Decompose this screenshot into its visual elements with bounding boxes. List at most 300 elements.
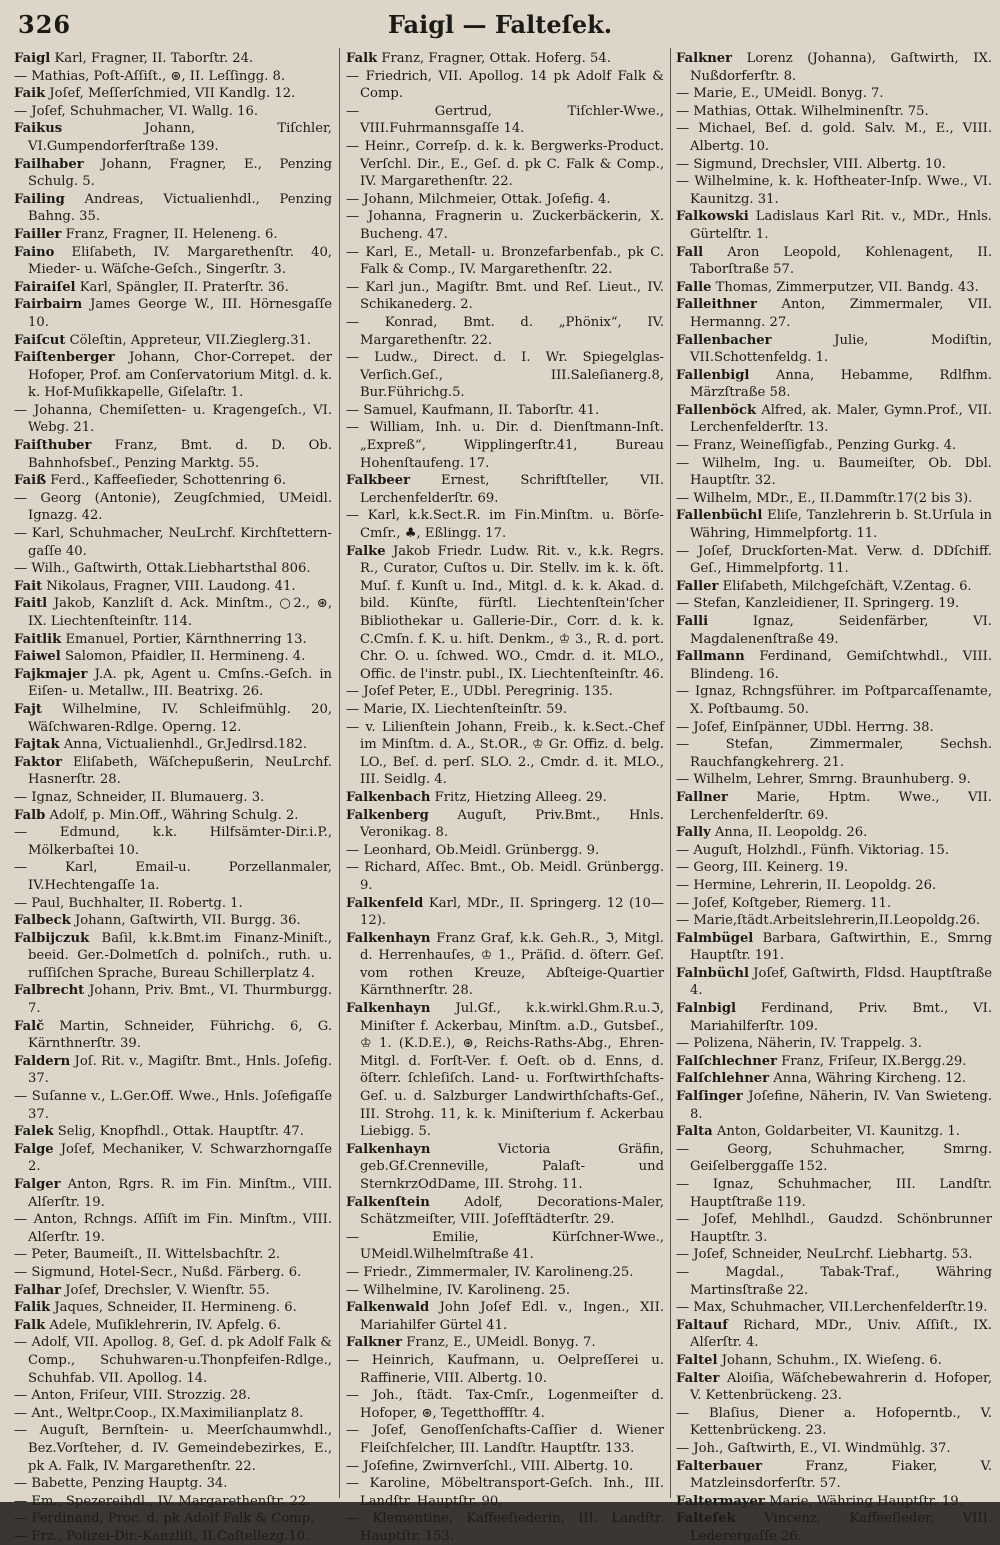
- entry-surname: Falli: [676, 614, 709, 629]
- entry-surname: Fait: [14, 578, 43, 594]
- directory-entry: [676, 208, 992, 243]
- directory-entry: [346, 701, 664, 719]
- entry-details: Jakob, Kanzliſt d. Ack. Minſtm., ○2., ⊛, IX. Liechtenſteinſtr. 114.: [28, 596, 332, 629]
- directory-entry: [14, 895, 332, 913]
- entry-details: — Joſef, Einſpänner, UDbl. Herrng. 38.: [676, 719, 934, 735]
- entry-surname: Falter: [676, 1370, 720, 1386]
- directory-entry: [14, 1493, 332, 1511]
- directory-entry: [346, 1510, 664, 1545]
- directory-entry: [346, 1299, 664, 1334]
- directory-entry: [14, 1246, 332, 1264]
- entry-surname: Falkbeer: [346, 473, 411, 489]
- entry-details: John Joſef Edl. v., Ingen., XII. Mariahilfer Gürtel 41.: [360, 1300, 664, 1333]
- entry-details: Johann, Schuhm., IX. Wieſeng. 6.: [717, 1352, 942, 1368]
- entry-surname: Fallner: [676, 789, 728, 805]
- entry-details: Franz, Friſeur, IX.Bergg.29.: [777, 1053, 967, 1069]
- directory-entry: [676, 244, 992, 279]
- directory-entry: [676, 1035, 992, 1053]
- directory-entry: [14, 1018, 332, 1053]
- entry-details: — Adolf, VII. Apollog. 8, Geſ. d. pk Adolf Falk & Comp., Schuhwaren-u.Thonpfeifen-Rdlge., Schuhfab. VII. Apollog. 14.: [14, 1335, 332, 1386]
- entry-surname: Falek: [14, 1124, 54, 1140]
- directory-entry: [346, 507, 664, 542]
- entry-details: Johann, Priv. Bmt., VI. Thurmburgg. 7.: [28, 983, 332, 1017]
- entry-surname: Faldern: [14, 1053, 71, 1069]
- entry-surname: Falſchlechner: [676, 1053, 778, 1069]
- directory-entry: [676, 367, 992, 402]
- entry-details: — Ignaz, Rchngsführer. im Poſtparcaſſenamte, X. Poſtbaumg. 50.: [676, 684, 992, 717]
- directory-entry: [14, 226, 332, 244]
- entry-surname: Falkenwald: [346, 1300, 430, 1316]
- directory-entry: [676, 895, 992, 913]
- entry-details: Joſ. Rit. v., Magiſtr. Bmt., Hnls. Joſefig. 37.: [28, 1053, 332, 1087]
- entry-surname: Fajtak: [14, 737, 60, 753]
- entry-details: — Konrad, Bmt. d. „Phönix“, IV. Margarethenſtr. 22.: [346, 314, 664, 348]
- entry-details: — Michael, Beſ. d. gold. Salv. M., E., VIII. Albertg. 10.: [676, 121, 992, 154]
- directory-entry: [14, 1211, 332, 1246]
- entry-details: — Babette, Penzing Hauptg. 34.: [14, 1476, 228, 1492]
- directory-entry: [676, 103, 992, 121]
- entry-details: Fritz, Hietzing Alleeg. 29.: [430, 789, 607, 805]
- directory-column-2: [346, 50, 664, 1544]
- entry-details: — Heinrich, Kaufmann, u. Oelpreſſerei u. Raffinerie, VIII. Albertg. 10.: [346, 1352, 664, 1386]
- directory-entry: [676, 1246, 992, 1264]
- entry-details: James George W., III. Hörnesgaſſe 10.: [28, 297, 332, 330]
- entry-surname: Falbeck: [14, 913, 71, 929]
- entry-details: — Karl, k.k.Sect.R. im Fin.Minſtm. u. Börſe-Cmſr., ♣, Eßlingg. 17.: [346, 508, 664, 542]
- directory-entry: [346, 402, 664, 420]
- entry-surname: Faino: [14, 244, 55, 260]
- directory-entry: [346, 1387, 664, 1422]
- entry-surname: Faitl: [14, 596, 48, 612]
- entry-details: Selig, Knopfhdl., Ottak. Hauptſtr. 47.: [53, 1124, 304, 1140]
- entry-surname: Falkenſtein: [346, 1194, 430, 1210]
- entry-details: — Joh., Gaſtwirth, E., VI. Windmühlg. 37.: [676, 1440, 951, 1456]
- directory-entry: [676, 1070, 992, 1088]
- directory-entry: [14, 1053, 332, 1088]
- directory-column-3: [676, 50, 992, 1544]
- entry-details: — Leonhard, Ob.Meidl. Grünbergg. 9.: [346, 842, 600, 858]
- directory-entry: [14, 1317, 332, 1335]
- entry-details: Vincenz, Kaffeeſieder, VIII. Lederergaſſe 26.: [690, 1511, 992, 1544]
- entry-surname: Falterbauer: [676, 1458, 763, 1474]
- entry-details: Johann, Chor-Correpet. der Hofoper, Prof. am Conſervatorium Mitgl. d. k. k. Hof-Muſikkapelle, Giſelaſtr. 1.: [28, 350, 332, 401]
- directory-entry: [676, 1211, 992, 1246]
- entry-details: — Friedrich, VII. Apollog. 14 pk Adolf Falk & Comp.: [346, 68, 664, 102]
- entry-surname: Faik: [14, 86, 46, 102]
- directory-entry: [14, 1088, 332, 1123]
- directory-entry: [346, 1282, 664, 1300]
- entry-details: — Joh., ſtädt. Tax-Cmſr., Logenmeiſter d. Hofoper, ⊛, Tegetthoffſtr. 4.: [346, 1388, 664, 1421]
- entry-details: — Joſefine, Zwirnverſchl., VIII. Albertg. 10.: [346, 1458, 634, 1474]
- entry-details: Ferd., Kaffeeſieder, Schottenring 6.: [46, 473, 287, 489]
- entry-details: Marie, Hptm. Wwe., VII. Lerchenfelderſtr. 69.: [690, 789, 992, 823]
- directory-entry: [676, 507, 992, 542]
- directory-entry: [14, 982, 332, 1017]
- directory-entry: [676, 402, 992, 437]
- directory-entry: [346, 208, 664, 243]
- entry-surname: Faiſtenberger: [14, 350, 115, 366]
- entry-surname: Faiß: [14, 473, 47, 489]
- entry-details: — Karl jun., Magiſtr. Bmt. und Reſ. Lieut., IV. Schikanederg. 2.: [346, 279, 664, 313]
- entry-details: Franz, Bmt. d. D. Ob. Bahnhofsbeſ., Penzing Marktg. 55.: [28, 438, 332, 471]
- entry-details: Jaques, Schneider, II. Hermineng. 6.: [50, 1300, 297, 1316]
- directory-entry: [14, 103, 332, 121]
- entry-details: — Polizena, Näherin, IV. Trappelg. 3.: [676, 1036, 922, 1052]
- entry-details: — Ludw., Direct. d. I. Wr. Spiegelglas-Verſich.Geſ., III.Saleſianerg.8, Bur.Führichg.5.: [346, 350, 664, 401]
- entry-surname: Fairaiſel: [14, 279, 76, 295]
- directory-entry: [676, 1405, 992, 1440]
- entry-details: Aloiſia, Wäſchebewahrerin d. Hofoper, V. Kettenbrückeng. 23.: [690, 1370, 992, 1404]
- entry-surname: Falleithner: [676, 297, 757, 313]
- entry-surname: Falbrecht: [14, 983, 85, 999]
- entry-details: Ferdinand, Gemiſchtwhdl., VIII. Blindeng. 16.: [690, 649, 992, 682]
- directory-entry: [14, 1334, 332, 1387]
- entry-details: — Wilhelmine, k. k. Hoftheater-Inſp. Wwe., VI. Kaunitzg. 31.: [676, 174, 992, 207]
- entry-details: — Ignaz, Schneider, II. Blumauerg. 3.: [14, 789, 265, 805]
- directory-entry: [14, 1528, 332, 1545]
- entry-surname: Fallenbacher: [676, 332, 772, 348]
- directory-entry: [676, 824, 992, 842]
- entry-surname: Falkner: [346, 1335, 403, 1351]
- entry-details: Martin, Schneider, Führichg. 6, G. Kärnthnerſtr. 39.: [28, 1018, 332, 1052]
- directory-entry: [346, 683, 664, 701]
- directory-entry: [346, 1141, 664, 1194]
- directory-entry: [14, 1422, 332, 1475]
- entry-surname: Faltauf: [676, 1317, 728, 1333]
- entry-details: — Johanna, Fragnerin u. Zuckerbäckerin, X. Bucheng. 47.: [346, 209, 664, 242]
- directory-entry: [14, 244, 332, 279]
- entry-surname: Faltermayer: [676, 1493, 765, 1509]
- entry-details: Julie, Modiſtin, VII.Schottenfeldg. 1.: [690, 332, 992, 366]
- entry-details: Auguſt, Priv.Bmt., Hnls. Veronikag. 8.: [360, 807, 664, 841]
- entry-details: — v. Lilienſtein Johann, Freib., k. k.Sect.-Chef im Minſtm. d. A., St.OR., ♔ Gr. Offiz. d. belg. LO., Beſ. d. perſ. SLO. 2., Cmdr. d. it. MLO., III. Seidlg. 4.: [346, 719, 664, 788]
- entry-details: — Wilhelmine, IV. Karolineng. 25.: [346, 1282, 571, 1298]
- directory-entry: [676, 859, 992, 877]
- entry-surname: Faiwel: [14, 649, 61, 665]
- entry-details: Johann, Fragner, E., Penzing Schulg. 5.: [28, 156, 332, 190]
- entry-details: Anna, Hebamme, Rdlfhm. Märzſtraße 58.: [690, 367, 992, 401]
- directory-entry: [676, 332, 992, 367]
- directory-entry: [676, 1370, 992, 1405]
- directory-entry: [14, 1282, 332, 1300]
- directory-entry: [346, 1194, 664, 1229]
- directory-entry: [346, 1264, 664, 1282]
- entry-details: — Sigmund, Drechsler, VIII. Albertg. 10.: [676, 156, 946, 172]
- directory-entry: [676, 912, 992, 930]
- directory-entry: [346, 807, 664, 842]
- directory-entry: [14, 1299, 332, 1317]
- entry-surname: Fajt: [14, 701, 42, 717]
- entry-details: — Joſef, Druckſorten-Mat. Verw. d. DDſchiff. Geſ., Himmelpfortg. 11.: [676, 543, 992, 577]
- entry-details: — Karl, Schuhmacher, NeuLrchf. Kirchſtettern-gaſſe 40.: [14, 526, 332, 559]
- entry-details: Ernest, Schriftſteller, VII. Lerchenfelderſtr. 69.: [360, 473, 664, 506]
- entry-surname: Falſchlehner: [676, 1071, 770, 1087]
- entry-details: Victoria Gräfin, geb.Gf.Crenneville, Palaſt- und SternkrzOdDame, III. Strohg. 11.: [360, 1141, 664, 1192]
- entry-details: Anton, Rgrs. R. im Fin. Minſtm., VIII. Alſerſtr. 19.: [28, 1177, 332, 1210]
- entry-surname: Failler: [14, 226, 62, 242]
- directory-entry: [346, 719, 664, 789]
- entry-details: Lorenz (Johanna), Gaſtwirth, IX. Nußdorferſtr. 8.: [690, 51, 992, 84]
- entry-surname: Falč: [14, 1018, 45, 1034]
- entry-details: — Marie, E., UMeidl. Bonyg. 7.: [676, 86, 884, 102]
- entry-surname: Fallenbigl: [676, 367, 750, 383]
- directory-entry: [346, 244, 664, 279]
- directory-entry: [14, 701, 332, 736]
- entry-surname: Falteſek: [676, 1511, 736, 1527]
- entry-details: Karl, Spängler, II. Praterſtr. 36.: [75, 279, 289, 295]
- entry-details: Wilhelmine, IV. Schleifmühlg. 20, Wäſchwaren-Rdlge. Operng. 12.: [28, 701, 332, 735]
- entry-details: — Georg (Antonie), Zeugſchmied, UMeidl. Ignazg. 42.: [14, 490, 332, 524]
- entry-details: — Karoline, Möbeltransport-Geſch. Inh., III. Landſtr. Hauptſtr. 90.: [346, 1476, 664, 1509]
- entry-surname: Falnbüchl: [676, 965, 749, 981]
- entry-details: Eliſabeth, IV. Margarethenſtr. 40, Mieder- u. Wäſche-Geſch., Singerſtr. 3.: [28, 244, 332, 278]
- entry-surname: Falke: [346, 543, 386, 559]
- directory-entry: [676, 877, 992, 895]
- directory-entry: [676, 613, 992, 648]
- entry-details: Franz, E., UMeidl. Bonyg. 7.: [402, 1335, 596, 1351]
- directory-entry: [14, 279, 332, 297]
- entry-details: — Ant., Weltpr.Coop., IX.Maximilianplatz 8.: [14, 1405, 304, 1421]
- entry-details: — Karl, Email-u. Porzellanmaler, IV.Hechtengaſſe 1a.: [14, 860, 332, 893]
- directory-entry: [676, 736, 992, 771]
- entry-details: Richard, MDr., Univ. Aſſiſt., IX. Alſerſtr. 4.: [690, 1317, 992, 1351]
- entry-surname: Fall: [676, 244, 704, 260]
- directory-entry: [346, 1458, 664, 1476]
- directory-entry: [346, 472, 664, 507]
- directory-entry: [14, 824, 332, 859]
- directory-entry: [676, 279, 992, 297]
- entry-details: Franz, Fragner, Ottak. Hoferg. 54.: [377, 51, 611, 66]
- entry-details: — Frz., Polizei-Dir.-Kanzliſt, II.Caſtellezg.10.: [14, 1528, 310, 1544]
- entry-details: — Suſanne v., L.Ger.Off. Wwe., Hnls. Joſefigaſſe 37.: [14, 1089, 332, 1122]
- directory-entry: [346, 50, 664, 68]
- directory-entry: [14, 1510, 332, 1528]
- entry-surname: Falkenfeld: [346, 895, 424, 911]
- directory-entry: [676, 120, 992, 155]
- directory-entry: [676, 683, 992, 718]
- entry-surname: Fairbairn: [14, 297, 83, 313]
- entry-details: Joſef, Drechsler, V. Wienſtr. 55.: [61, 1282, 270, 1298]
- entry-surname: Falta: [676, 1124, 713, 1140]
- directory-entry: [676, 1458, 992, 1493]
- directory-column-1: [14, 50, 332, 1544]
- directory-entry: [14, 1387, 332, 1405]
- directory-entry: [346, 103, 664, 138]
- entry-details: Thomas, Zimmerputzer, VII. Bandg. 43.: [711, 279, 979, 295]
- entry-details: Karl, Fragner, II. Taborſtr. 24.: [50, 51, 254, 66]
- entry-details: Franz Graf, k.k. Geh.R., ℑ, Mitgl. d. Herrenhauſes, ♔ 1., Präſid. d. öſterr. Geſ. vom rothen Kreuze, Abſteige-Quartier Kärnthnerſtr. 28.: [360, 930, 664, 999]
- directory-entry: [676, 1264, 992, 1299]
- entry-surname: Faigl: [14, 51, 51, 66]
- directory-entry: [346, 314, 664, 349]
- directory-entry: [676, 930, 992, 965]
- directory-entry: [346, 419, 664, 472]
- directory-entry: [346, 859, 664, 894]
- directory-entry: [14, 156, 332, 191]
- entry-details: Alfred, ak. Maler, Gymn.Prof., VII. Lerchenfelderſtr. 13.: [690, 402, 992, 436]
- entry-surname: Failing: [14, 191, 65, 207]
- entry-surname: Fallenböck: [676, 402, 757, 418]
- entry-details: Eliſe, Tanzlehrerin b. St.Urſula in Währing, Himmelpfortg. 11.: [690, 508, 992, 542]
- entry-details: Anton, Zimmermaler, VII. Hermanng. 27.: [690, 297, 992, 330]
- entry-surname: Fally: [676, 825, 711, 841]
- entry-details: — Sigmund, Hotel-Secr., Nußd. Färberg. 6.: [14, 1264, 302, 1280]
- directory-entry: [346, 279, 664, 314]
- directory-entry: [676, 1299, 992, 1317]
- entry-details: — Johann, Milchmeier, Ottak. Joſefig. 4.: [346, 191, 611, 207]
- entry-details: Johann, Tiſchler, VI.Gumpendorferſtraße 139.: [28, 121, 332, 154]
- entry-surname: Falhar: [14, 1282, 62, 1298]
- entry-details: — Joſef, Genoſſenſchafts-Caſſier d. Wiener Fleiſchſelcher, III. Landſtr. Hauptſtr. 133.: [346, 1423, 664, 1456]
- entry-surname: Falkenberg: [346, 807, 429, 823]
- entry-details: — Marie,ſtädt.Arbeitslehrerin,II.Leopoldg.26.: [676, 913, 981, 929]
- directory-entry: [346, 1334, 664, 1352]
- directory-entry: [346, 68, 664, 103]
- entry-surname: Falmbügel: [676, 930, 754, 946]
- directory-entry: [676, 771, 992, 789]
- directory-entry: [676, 1088, 992, 1123]
- entry-details: — Heinr., Correſp. d. k. k. Bergwerks-Product. Verſchl. Dir., E., Geſ. d. pk C. Falk & Comp., IV. Margarethenſtr. 22.: [346, 138, 664, 190]
- entry-details: — Anton, Rchngs. Aſſiſt im Fin. Minſtm., VIII. Alſerſtr. 19.: [14, 1212, 332, 1245]
- entry-surname: Falk: [14, 1317, 46, 1333]
- directory-entry: [14, 578, 332, 596]
- entry-surname: Falger: [14, 1177, 61, 1192]
- directory-entry: [14, 1405, 332, 1423]
- entry-details: Anna, Währing Kircheng. 12.: [769, 1071, 967, 1087]
- entry-details: — Joſef, Koſtgeber, Riemerg. 11.: [676, 895, 892, 911]
- directory-entry: [676, 1053, 992, 1071]
- entry-details: — Klementine, Kaffeeſiederin, III. Landſtr. Hauptſtr. 153.: [346, 1511, 664, 1544]
- directory-entry: [14, 789, 332, 807]
- entry-details: — Em., Spezereihdl., IV. Margarethenſtr. 22.: [14, 1493, 311, 1509]
- entry-details: — Stefan, Kanzleidiener, II. Springerg. 19.: [676, 596, 960, 612]
- directory-entry: [14, 1264, 332, 1282]
- entry-details: Aron Leopold, Kohlenagent, II. Taborſtraße 57.: [690, 244, 992, 278]
- entry-details: Ferdinand, Priv. Bmt., VI. Mariahilferſtr. 109.: [690, 1001, 992, 1034]
- entry-details: — Mathias, Ottak. Wilhelminenſtr. 75.: [676, 103, 929, 119]
- entry-details: — Georg, Schuhmacher, Smrng. Geiſelberggaſſe 152.: [676, 1141, 992, 1175]
- entry-details: Anna, II. Leopoldg. 26.: [710, 825, 868, 841]
- entry-details: Joſef, Gaſtwirth, Fldsd. Hauptſtraße 4.: [690, 965, 992, 999]
- entry-surname: Falkenbach: [346, 789, 431, 805]
- entry-details: — Friedr., Zimmermaler, IV. Karolineng.25.: [346, 1264, 634, 1280]
- entry-details: Johann, Gaſtwirth, VII. Burgg. 36.: [70, 913, 301, 929]
- entry-details: J.A. pk, Agent u. Cmſns.-Geſch. in Eiſen- u. Metallw., III. Beatrixg. 26.: [28, 666, 332, 700]
- entry-surname: Falkenhayn: [346, 1141, 431, 1157]
- directory-entry: [346, 1000, 664, 1141]
- entry-surname: Falſinger: [676, 1089, 743, 1105]
- entry-details: — Richard, Aſſec. Bmt., Ob. Meidl. Grünbergg. 9.: [346, 860, 664, 893]
- directory-entry: [346, 191, 664, 209]
- entry-surname: Falkowski: [676, 209, 749, 225]
- directory-entry: [14, 560, 332, 578]
- entry-details: — Hermine, Lehrerin, II. Leopoldg. 26.: [676, 877, 937, 893]
- directory-entry: [676, 719, 992, 737]
- entry-details: Eliſabeth, Wäſchepußerin, NeuLrchf. Hasnerſtr. 28.: [28, 754, 332, 788]
- directory-entry: [676, 85, 992, 103]
- entry-details: Adolf, Decorations-Maler, Schätzmeiſter, VIII. Joſefſtädterſtr. 29.: [360, 1194, 664, 1228]
- entry-surname: Faikus: [14, 121, 63, 137]
- directory-entry: [346, 1422, 664, 1457]
- directory-entry: [14, 85, 332, 103]
- directory-entry: [14, 120, 332, 155]
- directory-entry: [14, 859, 332, 894]
- entry-details: — Magdal., Tabak-Traf., Währing Martinsſtraße 22.: [676, 1264, 992, 1298]
- directory-entry: [14, 595, 332, 630]
- running-head: Faigl — Falteſek.: [387, 10, 613, 39]
- directory-entry: [676, 455, 992, 490]
- entry-details: Franz, Fiaker, V. Matzleinsdorferſtr. 57.: [690, 1458, 992, 1492]
- entry-details: — Joſef Peter, E., UDbl. Peregrinig. 135.: [346, 684, 613, 700]
- entry-details: — Wilhelm, Lehrer, Smrng. Braunhuberg. 9.: [676, 772, 971, 788]
- directory-entry: [676, 1440, 992, 1458]
- entry-surname: Falb: [14, 807, 46, 823]
- directory-entry: [346, 349, 664, 402]
- directory-entry: [14, 68, 332, 86]
- entry-details: — Edmund, k.k. Hilfsämter-Dir.i.P., Mölkerbaſtei 10.: [14, 825, 332, 858]
- entry-surname: Fajkmajer: [14, 666, 88, 682]
- entry-surname: Faiſthuber: [14, 438, 92, 454]
- directory-entry: [346, 930, 664, 1000]
- entry-details: Anna, Victualienhdl., Gr.Jedlrsd.182.: [59, 737, 308, 753]
- directory-entry: [676, 648, 992, 683]
- entry-surname: Faitlik: [14, 631, 62, 647]
- entry-details: — Mathias, Poſt-Aſſiſt., ⊛, II. Leſſingg. 8.: [14, 68, 286, 84]
- entry-details: — Ignaz, Schuhmacher, III. Landſtr. Hauptſtraße 119.: [676, 1177, 992, 1210]
- directory-entry: [14, 296, 332, 331]
- entry-details: Anton, Goldarbeiter, VI. Kaunitzg. 1.: [712, 1124, 960, 1140]
- directory-entry: [346, 895, 664, 930]
- directory-entry: [676, 1317, 992, 1352]
- directory-entry: [14, 1123, 332, 1141]
- entry-details: — Emilie, Kürſchner-Wwe., UMeidl.Wilhelmſtraße 41.: [346, 1229, 664, 1263]
- directory-entry: [14, 525, 332, 560]
- column-divider: [670, 48, 671, 1498]
- entry-details: Emanuel, Portier, Kärnthnerring 13.: [61, 631, 307, 647]
- entry-details: — Wilhelm, Ing. u. Baumeiſter, Ob. Dbl. Hauptſtr. 32.: [676, 455, 992, 489]
- directory-entry: [14, 930, 332, 983]
- entry-details: Marie, Währing Hauptſtr. 19.: [764, 1493, 963, 1509]
- entry-surname: Falbijczuk: [14, 930, 90, 946]
- entry-surname: Faltel: [676, 1352, 718, 1368]
- entry-details: — Ferdinand, Proc. d. pk Adolf Falk & Comp.: [14, 1511, 315, 1527]
- directory-entry: [14, 490, 332, 525]
- directory-entry: [676, 789, 992, 824]
- entry-details: Joſef, Mechaniker, V. Schwarzhorngaſſe 2.: [28, 1141, 332, 1175]
- directory-entry: [14, 666, 332, 701]
- entry-details: Eliſabeth, Milchgeſchäft, V.Zentag. 6.: [718, 578, 972, 594]
- entry-details: Ignaz, Seidenfärber, VI. Magdalenenſtraße 49.: [690, 614, 992, 647]
- directory-entry: [14, 631, 332, 649]
- directory-entry: [14, 402, 332, 437]
- directory-entry: [676, 965, 992, 1000]
- page-header: [0, 0, 1000, 44]
- entry-details: Salomon, Pfaidler, II. Hermineng. 4.: [60, 649, 306, 665]
- directory-entry: [14, 472, 332, 490]
- directory-entry: [676, 1176, 992, 1211]
- entry-details: — Wilh., Gaſtwirth, Ottak.Liebhartsthal 806.: [14, 561, 311, 577]
- entry-surname: Falge: [14, 1141, 54, 1157]
- entry-surname: Falkenhayn: [346, 930, 431, 946]
- entry-details: — Max, Schuhmacher, VII.Lerchenfelderſtr.19.: [676, 1300, 988, 1316]
- directory-entry: [676, 296, 992, 331]
- directory-entry: [14, 807, 332, 825]
- entry-details: Cöleſtin, Appreteur, VII.Zieglerg.31.: [65, 332, 312, 348]
- entry-details: — Joſef, Schuhmacher, VI. Wallg. 16.: [14, 103, 259, 119]
- entry-details: Joſef, Meſſerſchmied, VII Kandlg. 12.: [45, 86, 296, 102]
- directory-entry: [14, 332, 332, 350]
- entry-details: — Marie, IX. Liechtenſteinſtr. 59.: [346, 701, 567, 717]
